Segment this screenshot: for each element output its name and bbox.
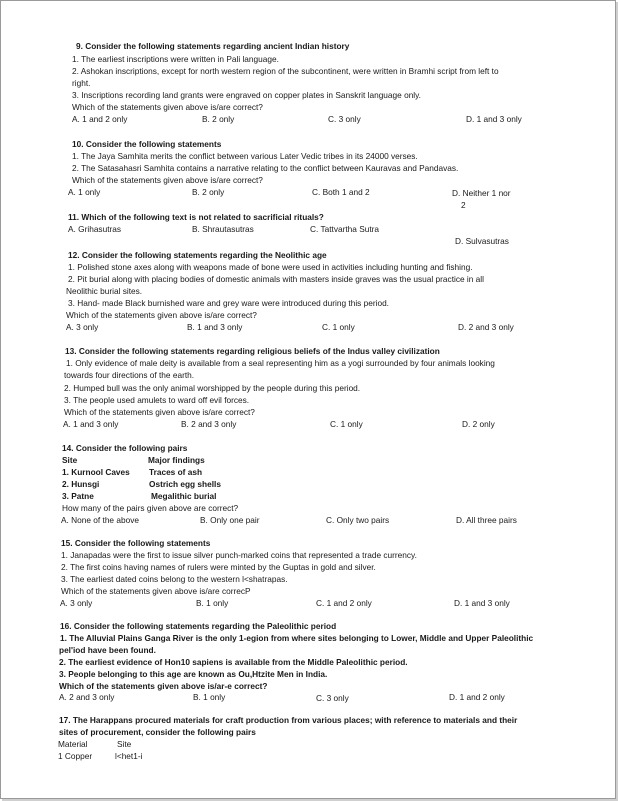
q11-option-b: B. Shrautasutras bbox=[192, 224, 254, 234]
q12-option-c: C. 1 only bbox=[322, 322, 355, 332]
q12-statement-1: 1. Polished stone axes along with weapons made of bone were used in activities including hunting and fishing. bbox=[68, 262, 473, 272]
q13-statement-2: 2. Humped bull was the only animal worshipped by the people during this period. bbox=[64, 383, 361, 393]
q10-option-b: B. 2 only bbox=[192, 187, 225, 197]
q14-row-1-finding: Traces of ash bbox=[149, 467, 203, 477]
q9-option-b: B. 2 only bbox=[202, 114, 235, 124]
q17-header-material: Material bbox=[58, 739, 88, 749]
q10-option-d-cont: 2 bbox=[461, 200, 466, 210]
q13-question: Which of the statements given above is/are correct? bbox=[64, 407, 255, 417]
q12-statement-2: 2. Pit burial along with placing bodies of domestic animals with masters inside graves was the usual practice in all bbox=[68, 274, 484, 284]
q14-option-d: D. All three pairs bbox=[456, 515, 517, 525]
q11-option-c: C. Tattvartha Sutra bbox=[310, 224, 380, 234]
q14-option-a: A. None of the above bbox=[61, 515, 139, 525]
q14-row-1-site: 1. Kurnool Caves bbox=[62, 467, 130, 477]
q9-option-d: D. 1 and 3 only bbox=[466, 114, 522, 124]
q16-statement-3: 3. People belonging to this age are known as Ou,Htzite Men in India. bbox=[59, 669, 328, 679]
q13-title: 13. Consider the following statements regarding religious beliefs of the Indus valley civilization bbox=[65, 346, 440, 356]
q14-header-findings: Major findings bbox=[148, 455, 205, 465]
q13-statement-1: 1. Only evidence of male deity is available from a seal representing him as a yogi surrounded by four animals looking bbox=[66, 358, 495, 368]
q9-statement-2: 2. Ashokan inscriptions, except for north western region of the subcontinent, were written in Bramhi script from left to bbox=[72, 66, 499, 76]
q15-option-b: B. 1 only bbox=[196, 598, 229, 608]
q16-option-a: A. 2 and 3 only bbox=[59, 692, 115, 702]
q13-option-b: B. 2 and 3 only bbox=[181, 419, 237, 429]
q9-option-c: C. 3 only bbox=[328, 114, 361, 124]
q15-statement-3: 3. The earliest dated coins belong to the western l<shatrapas. bbox=[61, 574, 288, 584]
q17-row-1-material: 1 Copper bbox=[58, 751, 93, 761]
q14-header-site: Site bbox=[62, 455, 78, 465]
q15-title: 15. Consider the following statements bbox=[61, 538, 211, 548]
q12-statement-2-cont: Neolithic burial sites. bbox=[66, 286, 143, 296]
q15-option-d: D. 1 and 3 only bbox=[454, 598, 510, 608]
q9-statement-1: 1. The earliest inscriptions were written in Pali language. bbox=[72, 54, 279, 64]
q14-row-3-finding: Megalithic burial bbox=[151, 491, 217, 501]
q17-row-1-site: l<het1-i bbox=[115, 751, 143, 761]
q16-option-d: D. 1 and 2 only bbox=[449, 692, 505, 702]
q12-title: 12. Consider the following statements regarding the Neolithic age bbox=[68, 250, 327, 260]
q14-row-2-finding: Ostrich egg shells bbox=[149, 479, 221, 489]
q17-title-cont: sites of procurement, consider the following pairs bbox=[59, 727, 256, 737]
q14-option-b: B. Only one pair bbox=[200, 515, 260, 525]
q9-statement-3: 3. Inscriptions recording land grants were engraved on copper plates in Sanskrit language only. bbox=[72, 90, 421, 100]
q13-statement-1-cont: towards four directions of the earth. bbox=[64, 370, 195, 380]
q16-statement-1-cont: pel'iod have been found. bbox=[59, 645, 156, 655]
q16-statement-1: 1. The Alluvial Plains Ganga River is the only 1-egion from where sites belonging to Lower, Middle and Upper Paleolithic bbox=[60, 633, 534, 643]
q17-title: 17. The Harappans procured materials for craft production from various places; with reference to materials and their bbox=[59, 715, 518, 725]
q14-question: How many of the pairs given above are correct? bbox=[62, 503, 239, 513]
q12-option-d: D. 2 and 3 only bbox=[458, 322, 514, 332]
q10-option-a: A. 1 only bbox=[68, 187, 101, 197]
q10-option-d: D. Neither 1 nor bbox=[452, 188, 511, 198]
q15-option-c: C. 1 and 2 only bbox=[316, 598, 372, 608]
q16-option-b: B. 1 only bbox=[193, 692, 226, 702]
q16-title: 16. Consider the following statements regarding the Paleolithic period bbox=[60, 621, 337, 631]
q15-option-a: A. 3 only bbox=[60, 598, 93, 608]
q16-question: Which of the statements given above is/ar-e correct? bbox=[59, 681, 268, 691]
q15-statement-2: 2. The first coins having names of rulers were minted by the Guptas in gold and silver. bbox=[61, 562, 376, 572]
q16-statement-2: 2. The earliest evidence of Hon10 sapiens is available from the Middle Paleolithic period. bbox=[59, 657, 408, 667]
q10-title: 10. Consider the following statements bbox=[72, 139, 222, 149]
q12-option-a: A. 3 only bbox=[66, 322, 99, 332]
q12-option-b: B. 1 and 3 only bbox=[187, 322, 243, 332]
q11-option-d: D. Sulvasutras bbox=[455, 236, 509, 246]
q13-option-d: D. 2 only bbox=[462, 419, 495, 429]
q9-question: Which of the statements given above is/are correct? bbox=[72, 102, 263, 112]
q10-statement-2: 2. The Satasahasri Samhita contains a narrative relating to the conflict between Kauravas and Pandavas. bbox=[72, 163, 459, 173]
q9-statement-2-cont: right. bbox=[72, 78, 91, 88]
q15-question: Which of the statements given above is/are correcP bbox=[61, 586, 251, 596]
q11-title: 11. Which of the following text is not related to sacrificial rituals? bbox=[68, 212, 324, 222]
q11-option-a: A. Grihasutras bbox=[68, 224, 122, 234]
q14-title: 14. Consider the following pairs bbox=[62, 443, 188, 453]
q12-statement-3: 3. Hand- made Black burnished ware and grey ware were introduced during this period. bbox=[68, 298, 389, 308]
q14-row-2-site: 2. Hunsgi bbox=[62, 479, 100, 489]
q16-option-c: C. 3 only bbox=[316, 693, 349, 703]
q13-option-c: C. 1 only bbox=[330, 419, 363, 429]
q14-row-3-site: 3. Patne bbox=[62, 491, 94, 501]
q10-statement-1: 1. The Jaya Samhita merits the conflict between various Later Vedic tribes in its 24000 verses. bbox=[72, 151, 418, 161]
q9-title: 9. Consider the following statements regarding ancient Indian history bbox=[76, 41, 350, 51]
q13-option-a: A. 1 and 3 only bbox=[63, 419, 119, 429]
q9-option-a: A. 1 and 2 only bbox=[72, 114, 128, 124]
q10-question: Which of the statements given above is/are correct? bbox=[72, 175, 263, 185]
q17-header-site: Site bbox=[117, 739, 132, 749]
q14-option-c: C. Only two pairs bbox=[326, 515, 390, 525]
q13-statement-3: 3. The people used amulets to ward off evil forces. bbox=[64, 395, 250, 405]
q12-question: Which of the statements given above is/are correct? bbox=[66, 310, 257, 320]
q15-statement-1: 1. Janapadas were the first to issue silver punch-marked coins that represented a trade currency. bbox=[61, 550, 417, 560]
q10-option-c: C. Both 1 and 2 bbox=[312, 187, 370, 197]
